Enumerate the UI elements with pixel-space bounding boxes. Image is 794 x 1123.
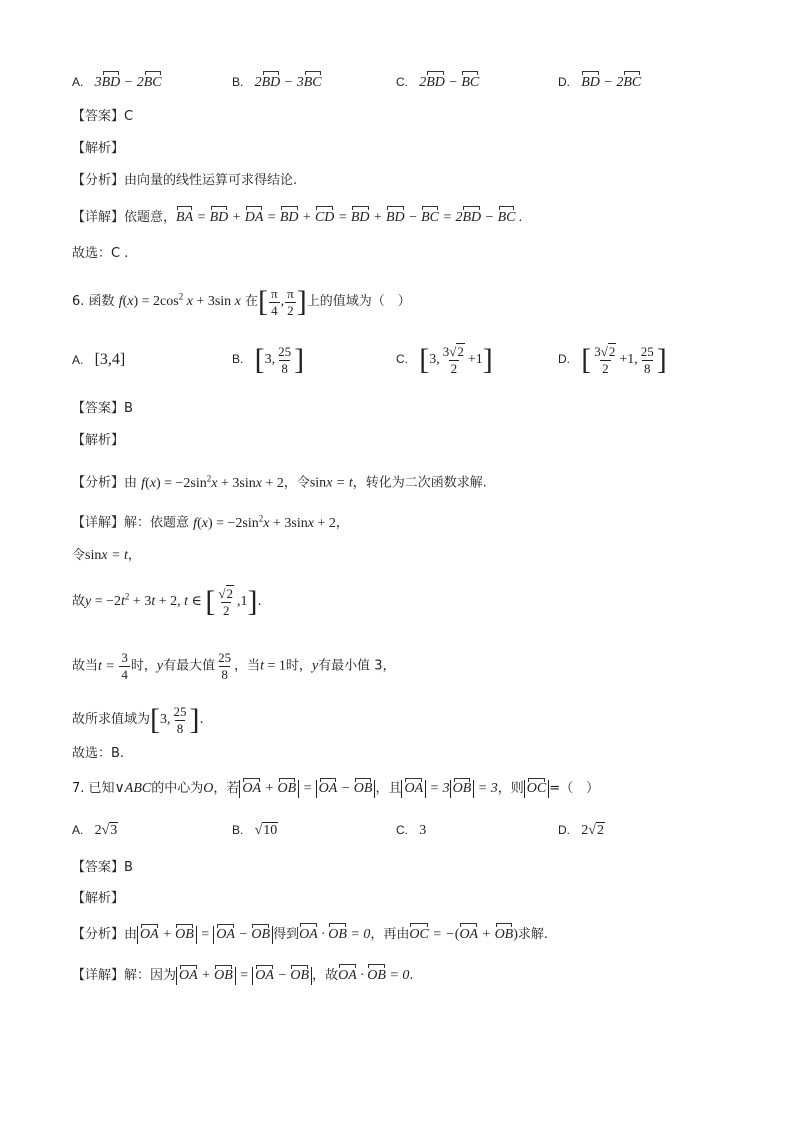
q6-gu <box>72 584 262 620</box>
xiangjie-tag: 【详解】 <box>72 210 125 225</box>
option-math: 3 <box>419 823 427 838</box>
q7-stem <box>72 779 599 799</box>
option-label: C. <box>396 823 408 837</box>
let-math: sinx = t <box>85 548 128 563</box>
q6-range <box>72 702 204 738</box>
fenxi-math: $f(x) = -2\sin^2x + 3\sin x + 2$ <box>141 473 284 491</box>
xiangjie-math: BA = BD + DA = BD + CD = BD + BD − BC = 2BD − BC . <box>176 210 522 225</box>
range-post: . <box>199 712 204 728</box>
stem-interval: [ $\frac{\pi}{4}$ , $\frac{\pi}{2}$ ] <box>258 285 307 318</box>
q5-option-b[interactable] <box>232 72 322 93</box>
xiangjie-math: $f(x) = -2\sin^2x + 3\sin x + 2$ <box>193 513 336 531</box>
q6-analysis-tag: 【解析】 <box>72 433 125 448</box>
fenxi-mid1: 得到 <box>273 927 300 942</box>
q5-option-d[interactable] <box>558 72 641 93</box>
stem-pre: 7. 已知 <box>72 781 115 796</box>
option-label: D. <box>558 352 570 367</box>
stem-ask: OC <box>524 781 549 796</box>
answer-value: B <box>124 401 133 416</box>
when-pre: 故当 <box>72 658 99 674</box>
q5-answer <box>72 107 133 127</box>
let-post: ， <box>127 548 141 563</box>
option-label: B. <box>232 823 244 837</box>
fenxi-post: 求解. <box>517 927 549 942</box>
fenxi-cond: OA + OB = OA − OB <box>137 927 273 942</box>
option-label: D. <box>558 823 570 837</box>
fenxi-tag: 【分析】 <box>72 927 125 942</box>
when-mid1: 时， <box>130 658 157 674</box>
q5-option-a[interactable] <box>72 72 162 93</box>
stem-suffix: 上的值域为（ ） <box>306 294 411 310</box>
fenxi-text: 由向量的线性运算可求得结论. <box>124 173 298 188</box>
q5-select: 故选：C . <box>72 246 129 261</box>
option-label: B. <box>232 352 244 367</box>
fenxi-oc: OC = −(OA + OB) <box>409 927 518 942</box>
stem-triangle: ∨ABC <box>114 781 152 796</box>
q6-answer <box>72 399 133 419</box>
option-label: D. <box>558 75 570 89</box>
xiangjie-post: ， <box>335 515 349 531</box>
stem-mid2: ，若 <box>213 781 240 796</box>
option-math: [3, $\frac{25}{8}$ ] <box>254 343 305 376</box>
let-pre: 令 <box>72 548 86 563</box>
when-t: t = $\frac{3}{4}$ <box>98 650 128 682</box>
gu-math: $y = -2t^2 + 3t + 2$, t ∈ [ $\frac{√2}{2}$ ,1] <box>85 585 258 618</box>
when-y2: y <box>311 658 319 674</box>
stem-mid4: ，则 <box>497 781 524 796</box>
fenxi-tag: 【分析】 <box>72 173 125 188</box>
stem-mid: 在 <box>245 294 259 310</box>
q6-fenxi <box>72 468 487 494</box>
q6-stem <box>72 284 411 320</box>
fenxi-pre: 由 <box>124 927 138 942</box>
when-mid5: 有最小值 3， <box>318 658 396 674</box>
q7-option-a[interactable] <box>72 820 118 841</box>
option-label: A. <box>72 823 84 837</box>
stem-post: =（ ） <box>549 781 600 796</box>
option-label: A. <box>72 75 84 89</box>
xiangjie-dot: OA · OB = 0 <box>338 968 409 983</box>
when-mid3: ，当 <box>234 658 261 674</box>
fenxi-tag: 【分析】 <box>72 475 125 491</box>
option-label: C. <box>396 75 408 89</box>
q6-option-a[interactable] <box>72 350 125 370</box>
option-math: 2√2 <box>581 823 604 838</box>
xiangjie-cond: OA + OB = OA − OB <box>176 968 312 983</box>
fenxi-mid2: ，再由 <box>370 927 410 942</box>
q7-fenxi <box>72 925 548 945</box>
option-math: BD − 2BC <box>581 75 641 90</box>
stem-func: $f(x) = 2\cos^2$ x + 3sin x <box>118 291 241 310</box>
option-math: [3,4] <box>94 351 126 368</box>
option-label: B. <box>232 75 244 89</box>
stem-cond2: OA = 3 OB = 3 <box>401 781 497 796</box>
q7-option-b[interactable] <box>232 820 278 841</box>
xiangjie-pre: 解：因为 <box>124 968 177 983</box>
stem-cond1: OA + OB = OA − OB <box>239 781 375 796</box>
option-math: 2√3 <box>94 823 118 838</box>
answer-value: C <box>124 109 134 124</box>
when-y: y <box>156 658 164 674</box>
q6-let <box>72 546 141 566</box>
q6-select: 故选：B. <box>72 746 125 761</box>
q7-analysis-tag: 【解析】 <box>72 891 125 906</box>
answer-tag: 【答案】 <box>72 860 125 875</box>
q6-when <box>72 650 396 683</box>
option-math: [ $\frac{3√2}{2}$ +1, $\frac{25}{8}$ ] <box>581 343 667 376</box>
xiangjie-tag: 【详解】 <box>72 968 125 983</box>
answer-tag: 【答案】 <box>72 401 125 416</box>
q7-xiangjie <box>72 966 414 986</box>
xiangjie-post: . <box>409 968 414 983</box>
option-label: A. <box>72 353 84 367</box>
answer-value: B <box>124 860 133 875</box>
fenxi-mid: ，令 <box>283 475 310 491</box>
option-math: [3, $\frac{3√2}{2}$ +1] <box>419 343 493 376</box>
when-t2: t = 1 <box>260 658 286 674</box>
q7-option-c[interactable] <box>396 820 426 841</box>
xiangjie-mid: ，故 <box>312 968 339 983</box>
q6-option-b[interactable] <box>232 342 304 378</box>
q7-answer <box>72 858 133 878</box>
when-mid4: 时， <box>285 658 312 674</box>
option-math: 3BD − 2BC <box>95 75 162 90</box>
fenxi-pre: 由 <box>124 475 138 491</box>
option-math: √10 <box>254 823 278 838</box>
q5-xiangjie <box>72 208 522 228</box>
q5-analysis-tag: 【解析】 <box>72 141 125 156</box>
fenxi-sub: sinx = t <box>309 475 353 491</box>
when-mid2: 有最大值 <box>163 658 216 674</box>
option-math: 2BD − 3BC <box>255 75 322 90</box>
gu-post: . <box>257 594 262 610</box>
stem-o: O <box>203 781 214 796</box>
q6-option-c[interactable] <box>396 342 493 378</box>
q6-option-d[interactable] <box>558 342 667 378</box>
stem-mid1: 的中心为 <box>151 781 204 796</box>
q7-option-d[interactable] <box>558 820 605 841</box>
gu-pre: 故 <box>72 594 86 610</box>
xiangjie-pre: 解：依题意 <box>124 515 190 531</box>
option-label: C. <box>396 352 408 367</box>
range-math: [3, $\frac{25}{8}$ ] <box>150 703 200 736</box>
when-max: $\frac{25}{8}$ <box>218 650 232 682</box>
q5-option-c[interactable] <box>396 72 479 93</box>
answer-tag: 【答案】 <box>72 109 125 124</box>
stem-prefix: 6. 函数 <box>72 294 115 310</box>
option-math: 2BD − BC <box>419 75 479 90</box>
xiangjie-tag: 【详解】 <box>72 515 125 531</box>
fenxi-dot: OA · OB = 0 <box>299 927 370 942</box>
range-pre: 故所求值域为 <box>72 712 151 728</box>
stem-mid3: ，且 <box>375 781 402 796</box>
q5-fenxi <box>72 171 297 191</box>
q6-xiangjie <box>72 508 349 534</box>
fenxi-post: ，转化为二次函数求解. <box>352 475 487 491</box>
xiangjie-text: 依题意， <box>124 210 177 225</box>
